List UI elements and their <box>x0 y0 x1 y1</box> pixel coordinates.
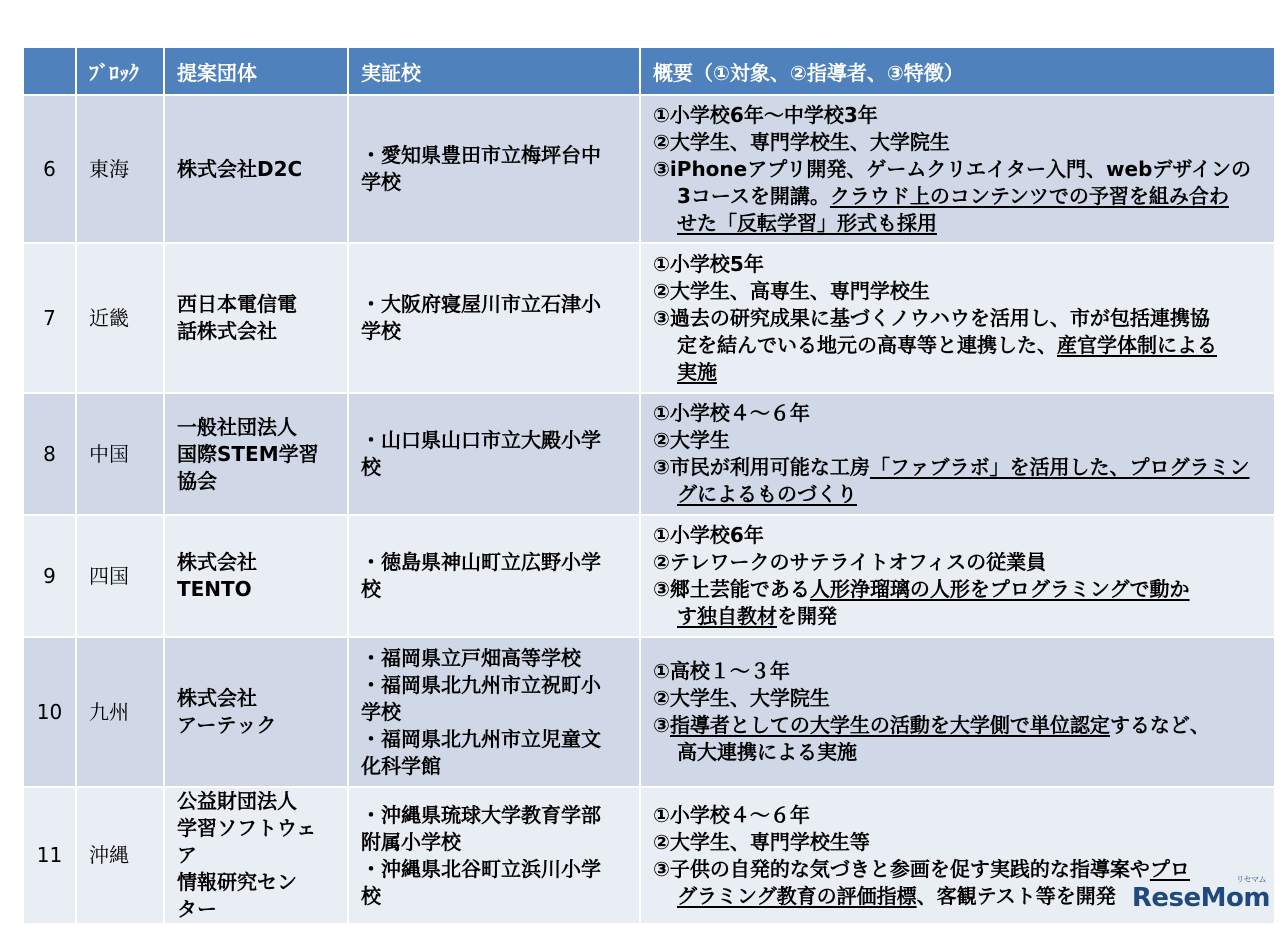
summary-feature-cont: 3コースを開講。クラウド上のコンテンツでの予習を組み合わ <box>653 183 1262 210</box>
summary-feature: ③過去の研究成果に基づくノウハウを活用し、市が包括連携協 <box>653 305 1262 332</box>
header-org: 提案団体 <box>164 47 348 95</box>
summary-target: ①小学校４～６年 <box>653 802 1262 829</box>
summary-instructor: ②大学生 <box>653 427 1262 454</box>
row-number: 11 <box>23 787 76 924</box>
school-line: ・沖縄県北谷町立浜川小学 <box>361 856 627 883</box>
row-org <box>164 637 348 787</box>
header-school: 実証校 <box>348 47 640 95</box>
summary-feature: ③指導者としての大学生の活動を大学側で単位認定するなど、 <box>653 712 1262 739</box>
row-schools <box>348 787 640 924</box>
school-line: 学校 <box>361 169 627 196</box>
school-line: 附属小学校 <box>361 829 627 856</box>
header-summary: 概要（①対象、②指導者、③特徴） <box>640 47 1275 95</box>
row-block: 沖縄 <box>76 787 164 924</box>
row-number: 9 <box>23 515 76 637</box>
row-org <box>164 393 348 515</box>
summary-feature: ③子供の自発的な気づきと参画を促す実践的な指導案やプロ <box>653 856 1262 883</box>
school-line: 校 <box>361 454 627 481</box>
table-row <box>23 243 1275 393</box>
school-line: 校 <box>361 576 627 603</box>
school-line: ・福岡県北九州市立祝町小 <box>361 672 627 699</box>
row-block: 東海 <box>76 95 164 243</box>
header-no <box>23 47 76 95</box>
summary-feature-cont: 実施 <box>653 359 1262 386</box>
org-line: 話株式会社 <box>177 318 335 345</box>
org-line: 西日本電信電 <box>177 291 335 318</box>
org-line: TENTO <box>177 576 335 603</box>
school-line: 化科学館 <box>361 753 627 780</box>
summary-instructor: ②大学生、大学院生 <box>653 685 1262 712</box>
org-line: 協会 <box>177 468 335 495</box>
org-line: 情報研究セン <box>177 869 335 896</box>
row-org <box>164 243 348 393</box>
org-line: 一般社団法人 <box>177 414 335 441</box>
program-table-container <box>22 46 1274 925</box>
school-line: ・福岡県北九州市立児童文 <box>361 726 627 753</box>
org-line: ター <box>177 896 335 923</box>
org-line: 株式会社 <box>177 549 335 576</box>
summary-feature-cont: グラミング教育の評価指標、客観テスト等を開発 <box>653 883 1262 910</box>
header-block: ﾌﾞﾛｯｸ <box>76 47 164 95</box>
summary-feature-cont: グによるものづくり <box>653 481 1262 508</box>
summary-instructor: ②大学生、専門学校生等 <box>653 829 1262 856</box>
school-line: 学校 <box>361 699 627 726</box>
summary-target: ①小学校４～６年 <box>653 400 1262 427</box>
row-org <box>164 787 348 924</box>
row-schools <box>348 95 640 243</box>
summary-instructor: ②大学生、高専生、専門学校生 <box>653 278 1262 305</box>
school-line: ・福岡県立戸畑高等学校 <box>361 645 627 672</box>
summary-feature-cont: せた「反転学習」形式も採用 <box>653 210 1262 237</box>
summary-feature-cont: す独自教材を開発 <box>653 603 1262 630</box>
row-block: 四国 <box>76 515 164 637</box>
org-line: 公益財団法人 <box>177 788 335 815</box>
school-line: ・大阪府寝屋川市立石津小 <box>361 291 627 318</box>
summary-feature: ③市民が利用可能な工房「ファブラボ」を活用した、プログラミン <box>653 454 1262 481</box>
org-line: 国際STEM学習 <box>177 441 335 468</box>
summary-target: ①高校１～３年 <box>653 658 1262 685</box>
row-summary <box>640 243 1275 393</box>
school-line: ・山口県山口市立大殿小学 <box>361 427 627 454</box>
row-summary <box>640 637 1275 787</box>
row-summary <box>640 393 1275 515</box>
row-schools <box>348 515 640 637</box>
school-line: ・沖縄県琉球大学教育学部 <box>361 802 627 829</box>
summary-target: ①小学校6年 <box>653 522 1262 549</box>
table-row <box>23 393 1275 515</box>
row-number: 6 <box>23 95 76 243</box>
row-block: 中国 <box>76 393 164 515</box>
table-row <box>23 637 1275 787</box>
school-line: ・徳島県神山町立広野小学 <box>361 549 627 576</box>
row-number: 7 <box>23 243 76 393</box>
summary-feature-cont: 定を結んでいる地元の高専等と連携した、産官学体制による <box>653 332 1262 359</box>
summary-instructor: ②テレワークのサテライトオフィスの従業員 <box>653 549 1262 576</box>
org-line: 株式会社 <box>177 685 335 712</box>
org-line: 学習ソフトウェア <box>177 815 335 869</box>
row-org <box>164 515 348 637</box>
row-schools <box>348 243 640 393</box>
row-block: 近畿 <box>76 243 164 393</box>
row-number: 8 <box>23 393 76 515</box>
org-line: 株式会社D2C <box>177 156 335 183</box>
summary-feature: ③郷土芸能である人形浄瑠璃の人形をプログラミングで動か <box>653 576 1262 603</box>
summary-instructor: ②大学生、専門学校生、大学院生 <box>653 129 1262 156</box>
resemom-logo: ReseMom リセマム <box>1132 883 1270 913</box>
program-table <box>22 46 1276 925</box>
school-line: ・愛知県豊田市立梅坪台中 <box>361 142 627 169</box>
row-schools <box>348 393 640 515</box>
row-summary <box>640 515 1275 637</box>
summary-target: ①小学校6年～中学校3年 <box>653 102 1262 129</box>
summary-target: ①小学校5年 <box>653 251 1262 278</box>
table-row <box>23 787 1275 924</box>
row-number: 10 <box>23 637 76 787</box>
row-schools <box>348 637 640 787</box>
table-header-row <box>23 47 1275 95</box>
summary-feature-cont: 高大連携による実施 <box>653 739 1262 766</box>
school-line: 校 <box>361 883 627 910</box>
table-row <box>23 515 1275 637</box>
table-row <box>23 95 1275 243</box>
row-org <box>164 95 348 243</box>
school-line: 学校 <box>361 318 627 345</box>
row-summary <box>640 95 1275 243</box>
summary-feature: ③iPhoneアプリ開発、ゲームクリエイター入門、webデザインの <box>653 156 1262 183</box>
org-line: アーテック <box>177 712 335 739</box>
row-block: 九州 <box>76 637 164 787</box>
